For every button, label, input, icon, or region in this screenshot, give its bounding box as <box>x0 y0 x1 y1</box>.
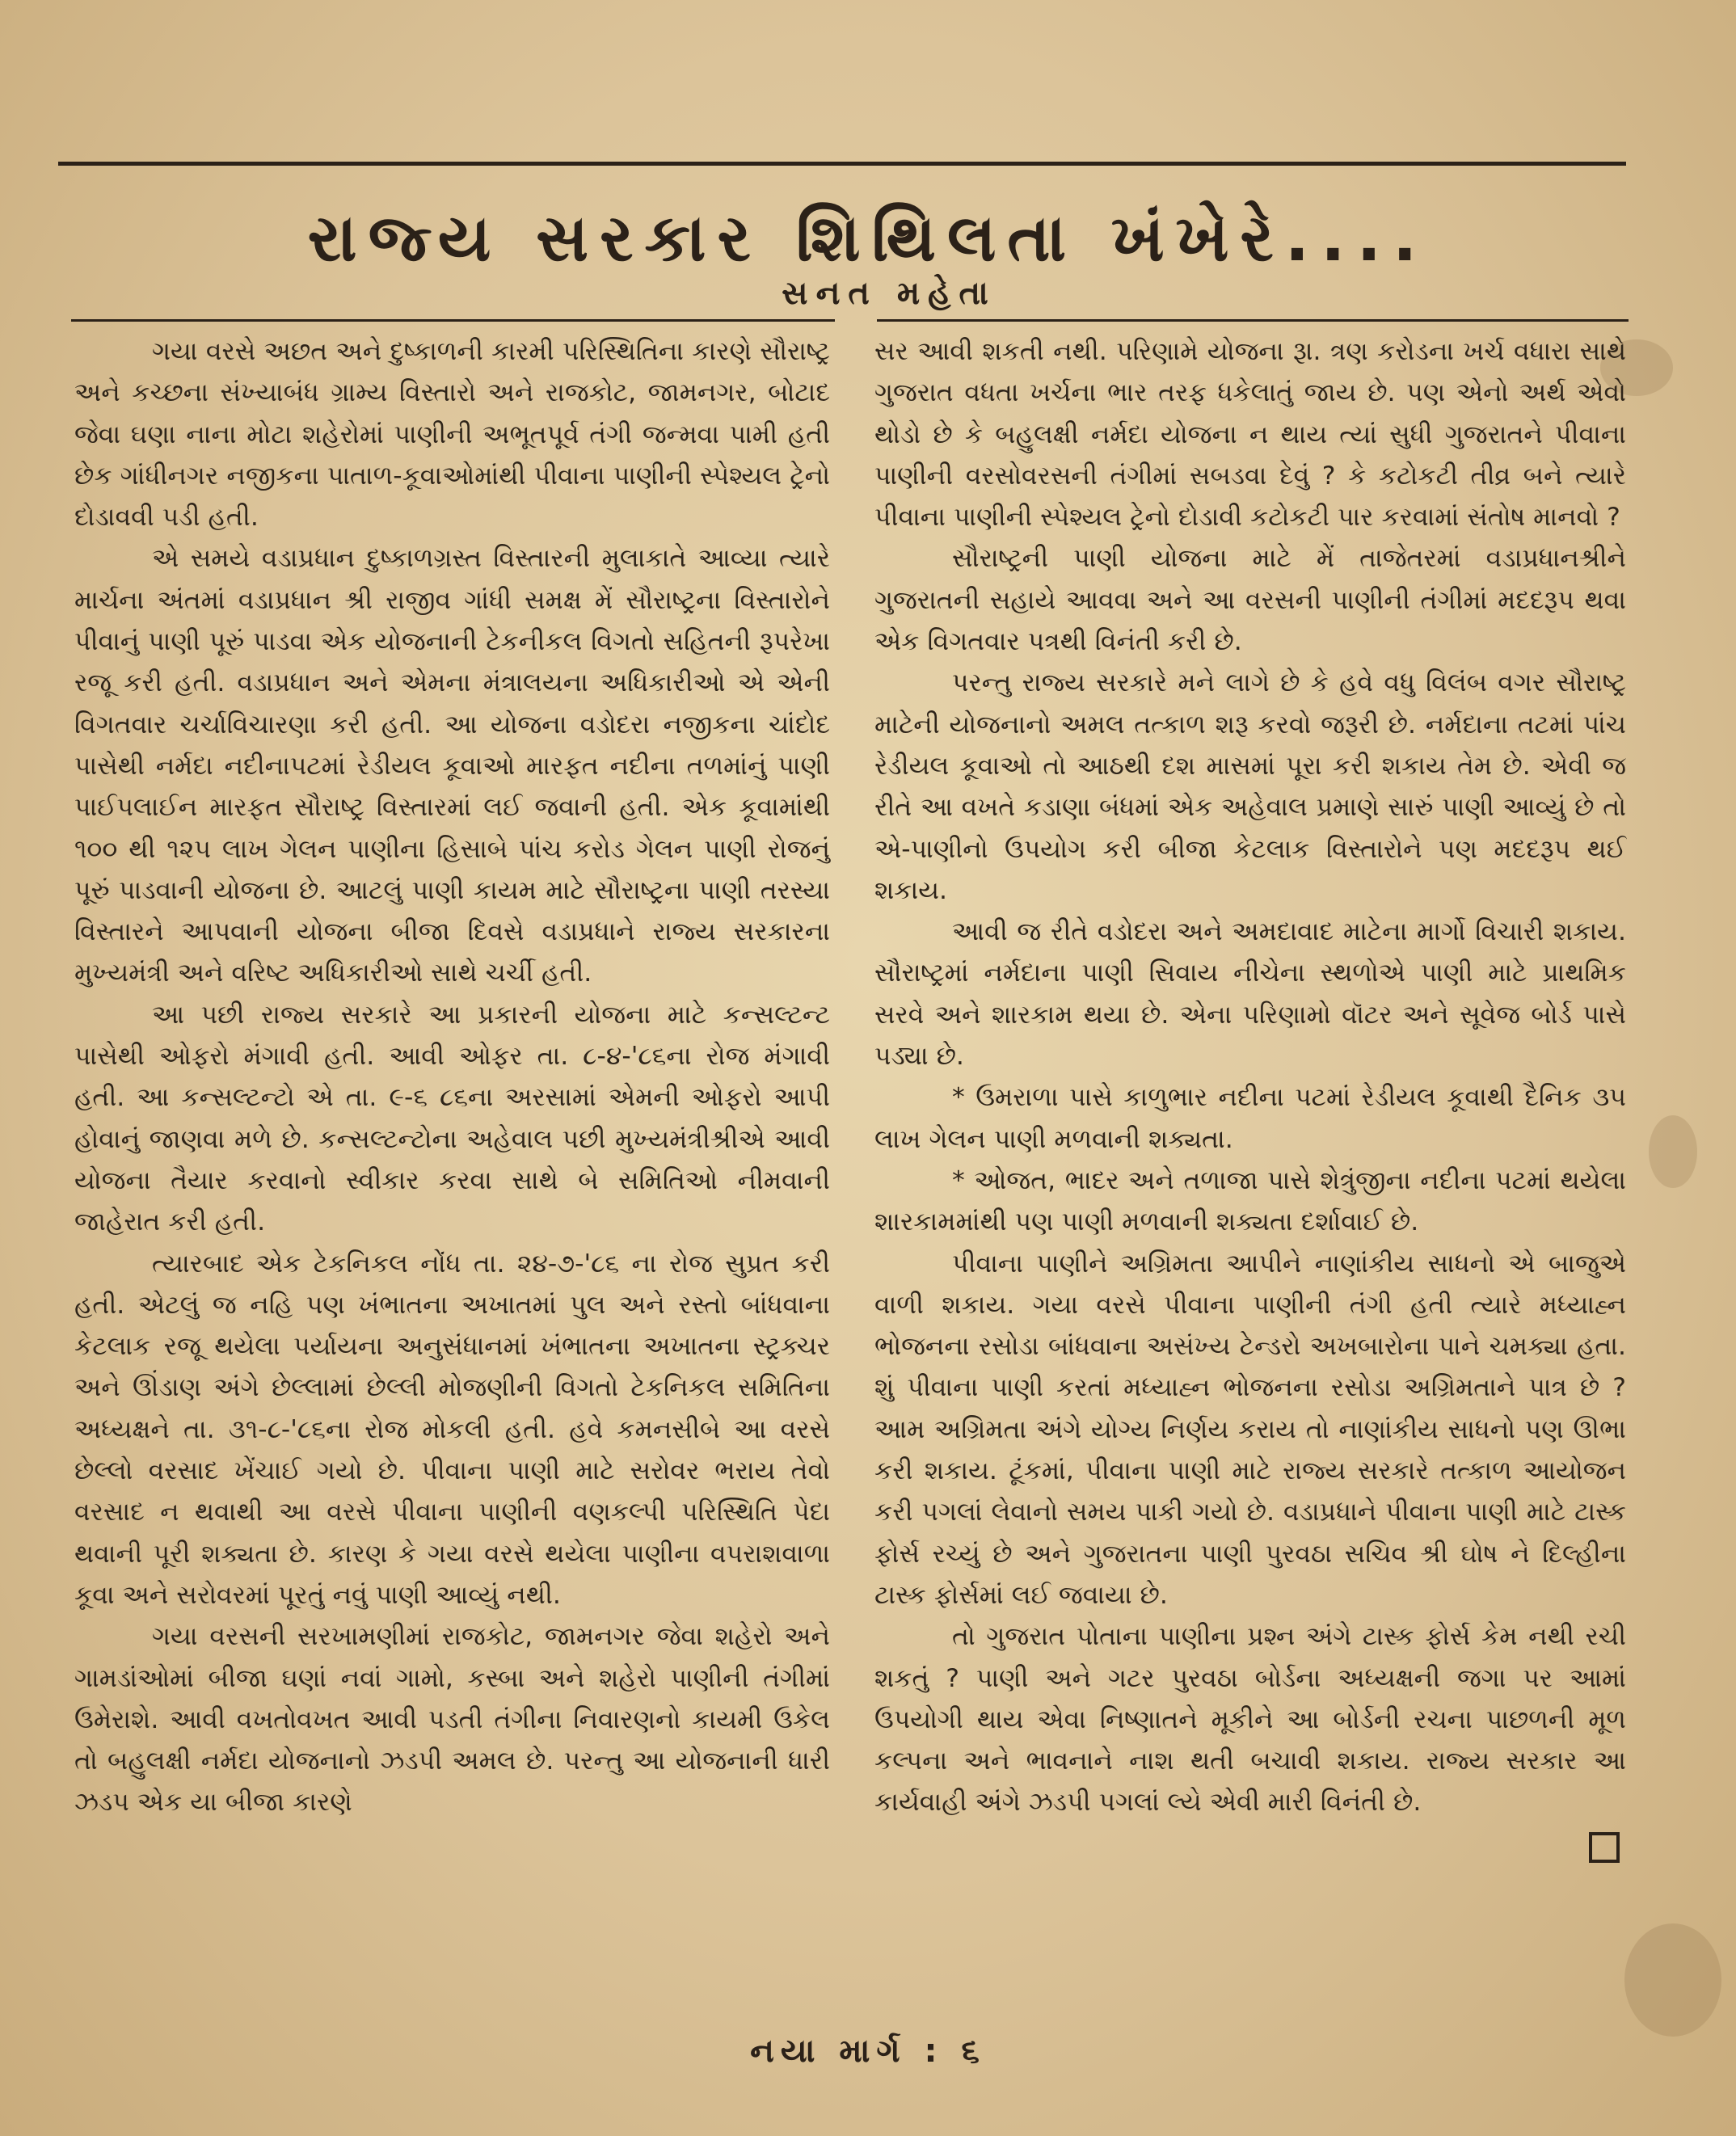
column-rule-right <box>877 319 1629 322</box>
bullet-paragraph: * ઉમરાળા પાસે કાળુભાર નદીના પટમાં રેડીયલ કૂવાથી દૈનિક ૩૫ લાખ ગેલન પાણી મળવાની શક્યતા. <box>874 1083 1626 1154</box>
paragraph: ત્યારબાદ એક ટેકનિકલ નોંધ તા. ૨૪-૭-'૮૬ ના રોજ સુપ્રત કરી હતી. એટલું જ નહિ પણ ખંભાતના અખાતમાં પુલ અને રસ્તો બાંધવાના કેટલાક રજૂ થયેલા પર્યાયના અનુસંધાનમાં ખંભાતના અખાતના સ્ટ્રક્ચર અને ઊંડાણ અંગે છેલ્લામાં છેલ્લી મોજણીની વિગતો ટેકનિકલ સમિતિના અધ્યક્ષને તા. ૩૧-૮-'૮૬ના રોજ મોકલી હતી. હવે કમનસીબે આ વરસે છેલ્લો વરસાદ ખેંચાઈ ગયો છે. પીવાના પાણી માટે સરોવર ભરાય તેવો વરસાદ ન થવાથી આ વરસે પીવાના પાણીની વણકલ્પી પરિસ્થિતિ પેદા થવાની પૂરી શક્યતા છે. કારણ કે ગયા વરસે થયેલા પાણીના વપરાશવાળા કૂવા અને સરોવરમાં પૂરતું નવું પાણી આવ્યું નથી. <box>74 1249 830 1610</box>
paragraph: આવી જ રીતે વડોદરા અને અમદાવાદ માટેના માર્ગો વિચારી શકાય. સૌરાષ્ટ્રમાં નર્મદાના પાણી સિવાય નીચેના સ્થળોએ પાણી માટે પ્રાથમિક સરવે અને શારકામ થયા છે. એના પરિણામો વૉટર અને સૂવેજ બોર્ડ પાસે પડ્યા છે. <box>874 917 1626 1072</box>
paragraph: આ પછી રાજ્ય સરકારે આ પ્રકારની યોજના માટે કન્સલ્ટન્ટ પાસેથી ઓફરો મંગાવી હતી. આવી ઓફર તા. ૮-૪-'૮૬ના રોજ મંગાવી હતી. આ કન્સલ્ટન્ટો એ તા. ૯-૬ ૮૬ના અરસામાં એમની ઓફરો આપી હોવાનું જાણવા મળે છે. કન્સલ્ટન્ટોના અહેવાલ પછી મુખ્યમંત્રીશ્રીએ આવી યોજના તૈયાર કરવાનો સ્વીકાર કરવા સાથે બે સમિતિઓ નીમવાની જાહેરાત કરી હતી. <box>74 1000 830 1237</box>
paragraph: સર આવી શકતી નથી. પરિણામે યોજના રૂા. ત્રણ કરોડના ખર્ચ વધારા સાથે ગુજરાત વધતા ખર્ચના ભાર તરફ ધકેલાતું જાય છે. પણ એનો અર્થ એવો થોડો છે કે બહુલક્ષી નર્મદા યોજના ન થાય ત્યાં સુધી ગુજરાતને પીવાના પાણીની વરસોવરસની તંગીમાં સબડવા દેવું ? કે કટોકટી તીવ્ર બને ત્યારે પીવાના પાણીની સ્પેશ્યલ ટ્રેનો દોડાવી કટોકટી પાર કરવામાં સંતોષ માનવો ? <box>874 337 1626 533</box>
paragraph: સૌરાષ્ટ્રની પાણી યોજના માટે મેં તાજેતરમાં વડાપ્રધાનશ્રીને ગુજરાતની સહાયે આવવા અને આ વરસની પાણીની તંગીમાં મદદરૂપ થવા એક વિગતવાર પત્રથી વિનંતી કરી છે. <box>874 544 1626 657</box>
article-author: સનત મહેતા <box>782 275 997 312</box>
left-column <box>74 331 830 1824</box>
paper-stain <box>1624 1923 1721 2037</box>
paragraph: પરન્તુ રાજ્ય સરકારે મને લાગે છે કે હવે વધુ વિલંબ વગર સૌરાષ્ટ્ર માટેની યોજનાનો અમલ તત્કાળ શરૂ કરવો જરૂરી છે. નર્મદાના તટમાં પાંચ રેડીયલ કૂવાઓ તો આઠથી દશ માસમાં પૂરા કરી શકાય તેમ છે. એવી જ રીતે આ વખતે કડાણા બંધમાં એક અહેવાલ પ્રમાણે સારું પાણી આવ્યું છે તો એ-પાણીનો ઉપયોગ કરી બીજા કેટલાક વિસ્તારોને પણ મદદરૂપ થઈ શકાય. <box>874 668 1626 905</box>
column-rule-left <box>71 319 835 322</box>
end-box-icon <box>1589 1832 1620 1863</box>
right-column <box>874 331 1626 1863</box>
paragraph: પીવાના પાણીને અગ્રિમતા આપીને નાણાંકીય સાધનો એ બાજુએ વાળી શકાય. ગયા વરસે પીવાના પાણીની તંગી હતી ત્યારે મધ્યાહ્ન ભોજનના રસોડા બાંધવાના અસંખ્ય ટેન્ડરો અખબારોના પાને ચમક્યા હતા. શું પીવાના પાણી કરતાં મધ્યાહ્ન ભોજનના રસોડા અગ્રિમતાને પાત્ર છે ? આમ અગ્રિમતા અંગે યોગ્ય નિર્ણય કરાય તો નાણાંકીય સાધનો પણ ઊભા કરી શકાય. ટૂંકમાં, પીવાના પાણી માટે રાજ્ય સરકારે તત્કાળ આયોજન કરી પગલાં લેવાનો સમય પાકી ગયો છે. વડાપ્રધાને પીવાના પાણી માટે ટાસ્ક ફોર્સ રચ્યું છે અને ગુજરાતના પાણી પુરવઠા સચિવ શ્રી ઘોષ ને દિલ્હીના ટાસ્ક ફોર્સમાં લઈ જવાયા છે. <box>874 1249 1626 1610</box>
bullet-paragraph: * ઓજત, ભાદર અને તળાજા પાસે શેત્રુંજીના નદીના પટમાં થયેલા શારકામમાંથી પણ પાણી મળવાની શક્યતા દર્શાવાઈ છે. <box>874 1165 1626 1237</box>
paper-stain <box>1649 1115 1697 1188</box>
paragraph: ગયા વરસની સરખામણીમાં રાજકોટ, જામનગર જેવા શહેરો અને ગામડાંઓમાં બીજા ઘણાં નવાં ગામો, કસ્બા અને શહેરો પાણીની તંગીમાં ઉમેરાશે. આવી વખતોવખત આવી પડતી તંગીના નિવારણનો કાયમી ઉકેલ તો બહુલક્ષી નર્મદા યોજનાનો ઝડપી અમલ છે. પરન્તુ આ યોજનાની ધારી ઝડપ એક યા બીજા કારણે <box>74 1622 830 1818</box>
paragraph: તો ગુજરાત પોતાના પાણીના પ્રશ્ન અંગે ટાસ્ક ફોર્સ કેમ નથી રચી શકતું ? પાણી અને ગટર પુરવઠા બોર્ડના અધ્યક્ષની જગા પર આમાં ઉપયોગી થાય એવા નિષ્ણાતને મૂકીને આ બોર્ડની રચના પાછળની મૂળ કલ્પના અને ભાવનાને નાશ થતી બચાવી શકાય. રાજ્ય સરકાર આ કાર્યવાહી અંગે ઝડપી પગલાં લ્યે એવી મારી વિનંતી છે. <box>874 1622 1626 1818</box>
paragraph: એ સમયે વડાપ્રધાન દુષ્કાળગ્રસ્ત વિસ્તારની મુલાકાતે આવ્યા ત્યારે માર્ચના અંતમાં વડાપ્રધાન શ્રી રાજીવ ગાંધી સમક્ષ મેં સૌરાષ્ટ્રના વિસ્તારોને પીવાનું પાણી પૂરું પાડવા એક યોજનાની ટેકનીકલ વિગતો સહિતની રૂપરેખા રજૂ કરી હતી. વડાપ્રધાન અને એમના મંત્રાલયના અધિકારીઓ એ એની વિગતવાર ચર્ચાવિચારણા કરી હતી. આ યોજના વડોદરા નજીકના ચાંદોદ પાસેથી નર્મદા નદીનાપટમાં રેડીયલ કૂવાઓ મારફત નદીના તળમાંનું પાણી પાઈપલાઈન મારફત સૌરાષ્ટ્ર વિસ્તારમાં લઈ જવાની હતી. એક કૂવામાંથી ૧૦૦ થી ૧૨૫ લાખ ગેલન પાણીના હિસાબે પાંચ કરોડ ગેલન પાણી રોજનું પૂરું પાડવાની યોજના છે. આટલું પાણી કાયમ માટે સૌરાષ્ટ્રના પાણી તરસ્યા વિસ્તારને આપવાની યોજના બીજા દિવસે વડાપ્રધાને રાજ્ય સરકારના મુખ્યમંત્રી અને વરિષ્ટ અધિકારીઓ સાથે ચર્ચી હતી. <box>74 544 830 988</box>
article-end-marker <box>874 1824 1626 1863</box>
header-rule <box>58 162 1626 166</box>
article-title: રાજ્ય સરકાર શિથિલતા ખંખેરે.... <box>307 200 1429 276</box>
page-footer: નયા માર્ગ : ૬ <box>750 2033 986 2070</box>
paragraph: ગયા વરસે અછત અને દુષ્કાળની કારમી પરિસ્થિતિના કારણે સૌરાષ્ટ્ર અને કચ્છના સંખ્યાબંધ ગ્રામ્ય વિસ્તારો અને રાજકોટ, જામનગર, બોટાદ જેવા ઘણા નાના મોટા શહેરોમાં પાણીની અભૂતપૂર્વ તંગી જન્મવા પામી હતી છેક ગાંધીનગર નજીકના પાતાળ-કૂવાઓમાંથી પીવાના પાણીની સ્પેશ્યલ ટ્રેનો દોડાવવી પડી હતી. <box>74 337 830 533</box>
